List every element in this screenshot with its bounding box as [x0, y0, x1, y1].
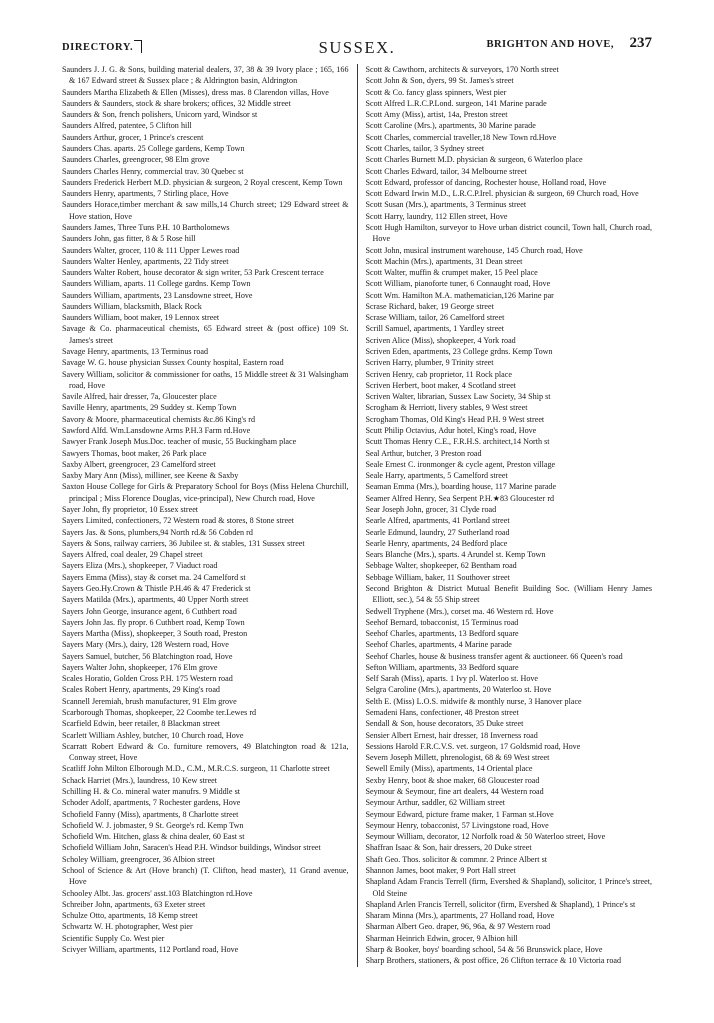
- directory-entry: Seymour William, decorator, 12 Norfolk road & 50 Waterloo street, Hove: [365, 832, 606, 842]
- directory-entry: Scott Charles Burnett M.D. physician & surgeon, 6 Waterloo place: [365, 155, 583, 165]
- directory-entry: Scott Wm. Hamilton M.A. mathematician,126 Marine par: [365, 290, 554, 300]
- column-left: [62, 64, 358, 967]
- directory-entry: Saunders Walter, grocer, 110 & 111 Upper Lewes road: [62, 245, 240, 255]
- directory-entry: Scott Caroline (Mrs.), apartments, 30 Marine parade: [365, 121, 536, 131]
- directory-entry: Schofield W. J. jobmaster, 9 St. George's rd. Kemp Twn: [62, 820, 244, 830]
- directory-entry: Scott Charles, commercial traveller,18 New Town rd.Hove: [365, 132, 557, 142]
- directory-entry: Saunders Alfred, patentee, 5 Clifton hill: [62, 121, 192, 131]
- directory-entry: Schulze Otto, apartments, 18 Kemp street: [62, 911, 198, 921]
- directory-entry: Savery William, solicitor & commissioner for oaths, 15 Middle street & 31 Walsingham road, Hove: [62, 369, 349, 390]
- directory-entry: Scales Horatio, Golden Cross P.H. 175 Western road: [62, 674, 233, 684]
- directory-entry: Scott Charles Edward, tailor, 34 Melbourne street: [365, 166, 527, 176]
- directory-entry: Sayers Emma (Miss), stay & corset ma. 24 Camelford st: [62, 572, 246, 582]
- directory-entry: Saunders Henry, apartments, 7 Stirling place, Hove: [62, 189, 229, 199]
- directory-entry: Sebbage Walter, shopkeeper, 62 Bentham road: [365, 561, 517, 571]
- directory-entry: Sharam Minna (Mrs.), apartments, 27 Holland road, Hove: [365, 911, 555, 921]
- directory-entry: Saunders Walter Henley, apartments, 22 Tidy street: [62, 256, 229, 266]
- directory-entry: Schoder Adolf, apartments, 7 Rochester gardens, Hove: [62, 798, 241, 808]
- directory-entry: Saunders Arthur, grocer, 1 Prince's crescent: [62, 132, 204, 142]
- directory-entry: Scott John, musical instrument warehouse, 145 Church road, Hove: [365, 245, 583, 255]
- directory-entry: Saunders J. J. G. & Sons, building material dealers, 37, 38 & 39 Ivory place ; 165, 166 & 167 Edward street & Sussex place ; & Aldrington basin, Aldrington: [62, 65, 349, 86]
- directory-entry: Scarborough Thomas, shopkeeper, 22 Coombe ter.Lewes rd: [62, 708, 257, 718]
- directory-entry: Scivyer William, apartments, 112 Portland road, Hove: [62, 944, 239, 954]
- directory-entry: Scholey William, greengrocer, 36 Albion street: [62, 854, 215, 864]
- directory-entry: Saunders William, apartments, 23 Lansdowne street, Hove: [62, 290, 253, 300]
- directory-entry: Scrill Samuel, apartments, 1 Yardley street: [365, 324, 505, 334]
- directory-entry: Seaman Emma (Mrs.), boarding house, 117 Marine parade: [365, 482, 557, 492]
- directory-entry: Sharp Brothers, stationers, & post office, 26 Clifton terrace & 10 Victoria road: [365, 956, 622, 966]
- directory-entry: Searle Henry, apartments, 24 Bedford place: [365, 538, 508, 548]
- directory-entry: Sayers Mary (Mrs.), dairy, 128 Western road, Hove: [62, 640, 229, 650]
- directory-entry: Scrase William, tailor, 26 Camelford street: [365, 313, 505, 323]
- directory-entry: Scott William, pianoforte tuner, 6 Connaught road, Hove: [365, 279, 551, 289]
- directory-entry: Sessions Harold F.R.C.V.S. vet. surgeon, 17 Goldsmid road, Hove: [365, 741, 581, 751]
- directory-entry: Saunders Chas. aparts. 25 College gardens, Kemp Town: [62, 143, 245, 153]
- directory-entry: Scott Harry, laundry, 112 Ellen street, Hove: [365, 211, 508, 221]
- directory-entry: Saunders Martha Elizabeth & Ellen (Misses), dress mas. 8 Clarendon villas, Hove: [62, 87, 329, 97]
- directory-entry: Saville Henry, apartments, 29 Suddey st. Kemp Town: [62, 403, 237, 413]
- directory-entry: Schofield William John, Saracen's Head P.H. Windsor buildings, Windsor street: [62, 843, 321, 853]
- directory-entry: Scriven Walter, librarian, Sussex Law Society, 34 Ship st: [365, 392, 551, 402]
- directory-entry: Scrogham & Herriott, livery stables, 9 West street: [365, 403, 528, 413]
- directory-entry: Sharman Heinrich Edwin, grocer, 9 Albion hill: [365, 933, 518, 943]
- directory-entry: Searle Alfred, apartments, 41 Portland street: [365, 516, 510, 526]
- directory-entry: Scott Hugh Hamilton, surveyor to Hove urban district council, Town hall, Church road, Hove: [365, 222, 652, 244]
- directory-entry: Scriven Alice (Miss), shopkeeper, 4 York road: [365, 335, 516, 345]
- directory-entry: Sears Blanche (Mrs.), sparts. 4 Arundel st. Kemp Town: [365, 550, 546, 560]
- directory-entry: Sayers Samuel, butcher, 56 Blatchington road, Hove: [62, 651, 233, 661]
- directory-entry: Sayers Eliza (Mrs.), shopkeeper, 7 Viaduct road: [62, 561, 218, 571]
- directory-entry: Schwartz W. H. photographer, West pier: [62, 922, 193, 932]
- directory-entry: Sayers Martha (Miss), shopkeeper, 3 South road, Preston: [62, 629, 248, 639]
- directory-entry: Sayers Geo.Hy.Crown & Thistle P.H.46 & 47 Frederick st: [62, 583, 251, 593]
- directory-entry: Saunders John, gas fitter, 8 & 5 Rose hill: [62, 234, 196, 244]
- directory-entry: Sear Joseph John, grocer, 31 Clyde road: [365, 504, 497, 514]
- directory-entry: Scatliff John Milton Elborough M.D., C.M., M.R.C.S. surgeon, 11 Charlotte street: [62, 764, 330, 774]
- directory-entry: Sayer John, fly proprietor, 10 Essex street: [62, 504, 199, 514]
- directory-entry: Sawyers Thomas, boot maker, 26 Park place: [62, 448, 207, 458]
- directory-entry: Saunders Charles Henry, commercial trav. 30 Quebec st: [62, 166, 244, 176]
- directory-entry: Sensier Albert Ernest, hair dresser, 18 Inverness road: [365, 730, 538, 740]
- directory-entry: Sefton William, apartments, 33 Bedford square: [365, 662, 519, 672]
- directory-entry: Scarfield Edwin, beer retailer, 8 Blackman street: [62, 719, 221, 729]
- directory-entry: Scott John & Son, dyers, 99 St. James's street: [365, 76, 514, 86]
- directory-entry: Sayers Matilda (Mrs.), apartments, 40 Upper North street: [62, 595, 249, 605]
- directory-entry: Scott Edward Irwin M.D., L.R.C.P.Irel. physician & surgeon, 69 Church road, Hove: [365, 189, 639, 199]
- directory-entry: Shaffran Isaac & Son, hair dressers, 20 Duke street: [365, 843, 532, 853]
- directory-entry: Selth E. (Miss) L.O.S. midwife & monthly nurse, 3 Hanover place: [365, 696, 582, 706]
- directory-entry: Seehof Charles, apartments, 13 Bedford square: [365, 629, 519, 639]
- directory-entry: Shapland Arlen Francis Terrell, solicitor (firm, Evershed & Shapland), 1 Prince's st: [365, 899, 636, 909]
- directory-entry: Saunders Horace,timber merchant & saw mills,14 Church street; 129 Edward street & Hove station, Hove: [62, 200, 349, 221]
- directory-entry: Scarratt Robert Edward & Co. furniture removers, 49 Blatchington road & 121a, Conway street, Hove: [62, 741, 349, 763]
- directory-entry: Searle Edmund, laundry, 27 Sutherland road: [365, 527, 510, 537]
- directory-entry: Scutt Thomas Henry C.E., F.R.H.S. architect,14 North st: [365, 437, 550, 447]
- directory-entry: Sharman Albert Geo. draper, 96, 96a, & 97 Western road: [365, 922, 551, 932]
- directory-entry: Saunders & Saunders, stock & share brokers; offices, 32 Middle street: [62, 98, 291, 108]
- directory-entry: Scott & Cawthorn, architects & surveyors, 170 North street: [365, 65, 559, 74]
- directory-entry: Scriven Henry, cab proprietor, 11 Rock place: [365, 369, 512, 379]
- directory-entry: Sewell Emily (Miss), apartments, 14 Oriental place: [365, 764, 533, 774]
- directory-entry: Seymour Henry, tobacconist, 57 Livingstone road, Hove: [365, 820, 549, 830]
- directory-entry: Scrogham Thomas, Old King's Head P.H. 9 West street: [365, 414, 545, 424]
- page-title: SUSSEX.: [318, 38, 396, 57]
- directory-entry: Scales Robert Henry, apartments, 29 King's road: [62, 685, 220, 695]
- running-head-right-label: BRIGHTON AND HOVE,: [486, 39, 614, 50]
- directory-entry: Seehof Bernard, tobacconist, 15 Terminus road: [365, 617, 519, 627]
- directory-entry: Sayers Limited, confectioners, 72 Western road & stores, 8 Stone street: [62, 516, 294, 526]
- directory-entry: Saunders Frederick Herbert M.D. physician & surgeon, 2 Royal crescent, Kemp Town: [62, 177, 343, 187]
- directory-entry: Savage W. G. house physician Sussex County hospital, Eastern road: [62, 358, 284, 368]
- directory-entry: Scutt Philip Octavius, Adur hotel, King's road, Hove: [365, 426, 537, 435]
- directory-entry: Scriven Eden, apartments, 23 College grdns. Kemp Town: [365, 347, 553, 357]
- directory-entry: Schooley Albt. Jas. grocers' asst.103 Blatchington rd.Hove: [62, 888, 253, 898]
- directory-entry: Saunders William, aparts. 11 College gardns. Kemp Town: [62, 279, 251, 289]
- directory-entry: Seale Harry, apartments, 5 Camelford street: [365, 471, 508, 481]
- directory-entry: Sayers Alfred, coal dealer, 29 Chapel street: [62, 550, 203, 560]
- directory-entry: Seehof Charles, apartments, 4 Marine parade: [365, 640, 512, 650]
- directory-columns: [62, 64, 652, 967]
- directory-entry: Seymour Arthur, saddler, 62 William street: [365, 798, 505, 808]
- directory-entry: Schofield Wm. Hitchen, glass & china dealer, 60 East st: [62, 832, 245, 842]
- directory-entry: Selgra Caroline (Mrs.), apartments, 20 Waterloo st. Hove: [365, 685, 552, 695]
- directory-entry: Shaft Geo. Thos. solicitor & commnr. 2 Prince Albert st: [365, 854, 547, 864]
- directory-entry: Scott Edward, professor of dancing, Rochester house, Holland road, Hove: [365, 177, 607, 187]
- directory-entry: Semadeni Hans, confectioner, 48 Preston street: [365, 708, 519, 718]
- column-right: [358, 64, 653, 967]
- directory-entry: Schofield Fanny (Miss), apartments, 8 Charlotte street: [62, 809, 239, 819]
- directory-entry: Sebbage William, baker, 11 Southover street: [365, 572, 510, 582]
- directory-entry: Seymour Edward, picture frame maker, 1 Farman st.Hove: [365, 809, 554, 819]
- directory-entry: Sayers & Sons, railway carriers, 36 Jubilee st. & stables, 131 Sussex street: [62, 538, 305, 548]
- directory-entry: Saxby Albert, greengrocer, 23 Camelford street: [62, 459, 216, 469]
- directory-entry: Savile Alfred, hair dresser, 7a, Gloucester place: [62, 392, 217, 402]
- directory-entry: Scott Charles, tailor, 3 Sydney street: [365, 143, 485, 153]
- page-number: 237: [629, 35, 652, 51]
- directory-entry: Saunders Charles, greengrocer, 98 Elm grove: [62, 155, 210, 165]
- directory-entry: Sayers John George, insurance agent, 6 Cuthbert road: [62, 606, 237, 616]
- directory-entry: Self Sarah (Miss), aparts. 1 Ivy pl. Waterloo st. Hove: [365, 674, 539, 684]
- directory-entry: Schreiber John, apartments, 63 Exeter street: [62, 899, 206, 909]
- running-head: [62, 35, 652, 60]
- directory-entry: Scott Machin (Mrs.), apartments, 31 Dean street: [365, 256, 523, 266]
- directory-entry: Scarlett William Ashley, butcher, 10 Church road, Hove: [62, 730, 244, 740]
- directory-entry: Sharp & Booker, boys' boarding school, 54 & 56 Brunswick place, Hove: [365, 944, 603, 954]
- directory-entry: Scriven Harry, plumber, 9 Trinity street: [365, 358, 494, 368]
- directory-entry: Shapland Adam Francis Terrell (firm, Evershed & Shapland), solicitor, 1 Prince's street, Old Steine: [365, 877, 652, 898]
- directory-entry: Saunders James, Three Tuns P.H. 10 Bartholomews: [62, 222, 230, 232]
- directory-entry: Sendall & Son, house decorators, 35 Duke street: [365, 719, 524, 729]
- directory-entry: Savage & Co. pharmaceutical chemists, 65 Edward street & (post office) 109 St. James's street: [62, 324, 349, 345]
- directory-entry: Schack Harriet (Mrs.), laundress, 10 Kew street: [62, 775, 218, 785]
- directory-entry: Sayers Walter John, shopkeeper, 176 Elm grove: [62, 662, 218, 672]
- directory-entry: Severn Joseph Millett, phrenologist, 68 & 69 West street: [365, 753, 550, 763]
- directory-entry: Saunders Walter Robert, house decorator & sign writer, 53 Park Crescent terrace: [62, 268, 324, 278]
- directory-entry: Sawford Alfd. Wm.Lansdowne Arms P.H.3 Farm rd.Hove: [62, 426, 251, 435]
- directory-entry: Sedwell Tryphene (Mrs.), corset ma. 46 Western rd. Hove: [365, 606, 554, 616]
- directory-entry: Shannon James, boot maker, 9 Port Hall street: [365, 865, 516, 875]
- directory-entry: Saunders William, boot maker, 19 Lennox street: [62, 313, 220, 323]
- directory-entry: Second Brighton & District Mutual Benefit Building Soc. (William Henry James Elliott, sec.), 54 & 55 Ship street: [365, 583, 652, 605]
- directory-entry: Seehof Charles, house & business transfer agent & auctioneer. 66 Queen's road: [365, 651, 623, 661]
- directory-entry: Saxby Mary Ann (Miss), milliner, see Keene & Saxby: [62, 471, 239, 481]
- directory-entry: Sawyer Frank Joseph Mus.Doc. teacher of music, 55 Buckingham place: [62, 437, 297, 447]
- directory-entry: Scott Amy (Miss), artist, 14a, Preston street: [365, 110, 508, 120]
- directory-entry: Sexby Henry, boot & shoe maker, 68 Gloucester road: [365, 775, 540, 785]
- directory-entry: Saunders & Son, french polishers, Unicorn yard, Windsor st: [62, 110, 258, 120]
- directory-entry: Savage Henry, apartments, 13 Terminus road: [62, 347, 209, 357]
- directory-entry: Seal Arthur, butcher, 3 Preston road: [365, 448, 482, 458]
- directory-entry: Scott Walter, muffin & crumpet maker, 15 Peel place: [365, 268, 538, 278]
- directory-entry: Sayers Jas. & Sons, plumbers,94 North rd.& 56 Cobden rd: [62, 527, 253, 537]
- directory-entry: School of Science & Art (Hove branch) (T. Clifton, head master), 11 Grand avenue, Hove: [62, 865, 349, 887]
- directory-entry: Scientific Supply Co. West pier: [62, 933, 165, 943]
- directory-entry: Scannell Jeremiah, brush manufacturer, 91 Elm grove: [62, 696, 237, 706]
- directory-entry: Scott Susan (Mrs.), apartments, 3 Terminus street: [365, 200, 527, 210]
- directory-entry: Savory & Moore, pharmaceutical chemists &c.86 King's rd: [62, 414, 255, 424]
- directory-entry: Schilling H. & Co. mineral water manufrs. 9 Middle st: [62, 787, 241, 796]
- directory-entry: Saxton House College for Girls & Preparatory School for Boys (Miss Helena Churchill, principal ; Miss Florence Douglas, vice-principal), New Church road, Hove: [62, 482, 349, 503]
- directory-entry: Scott Alfred L.R.C.P.Lond. surgeon, 141 Marine parade: [365, 98, 547, 108]
- directory-entry: Seamer Alfred Henry, Sea Serpent P.H.★83 Gloucester rd: [365, 493, 555, 503]
- directory-entry: Sayers John Jas. fly propr. 6 Cuthbert road, Kemp Town: [62, 617, 245, 627]
- directory-entry: Scrase Richard, baker, 19 George street: [365, 301, 494, 311]
- running-head-left-label: DIRECTORY.: [62, 42, 134, 53]
- directory-entry: Scott & Co. fancy glass spinners, West pier: [365, 87, 507, 97]
- directory-entry: Seale Ernest C. ironmonger & cycle agent, Preston village: [365, 459, 556, 469]
- directory-entry: Seymour & Seymour, fine art dealers, 44 Western road: [365, 787, 544, 796]
- directory-entry: Saunders William, blacksmith, Black Rock: [62, 301, 202, 311]
- directory-entry: Scriven Herbert, boot maker, 4 Scotland street: [365, 380, 516, 390]
